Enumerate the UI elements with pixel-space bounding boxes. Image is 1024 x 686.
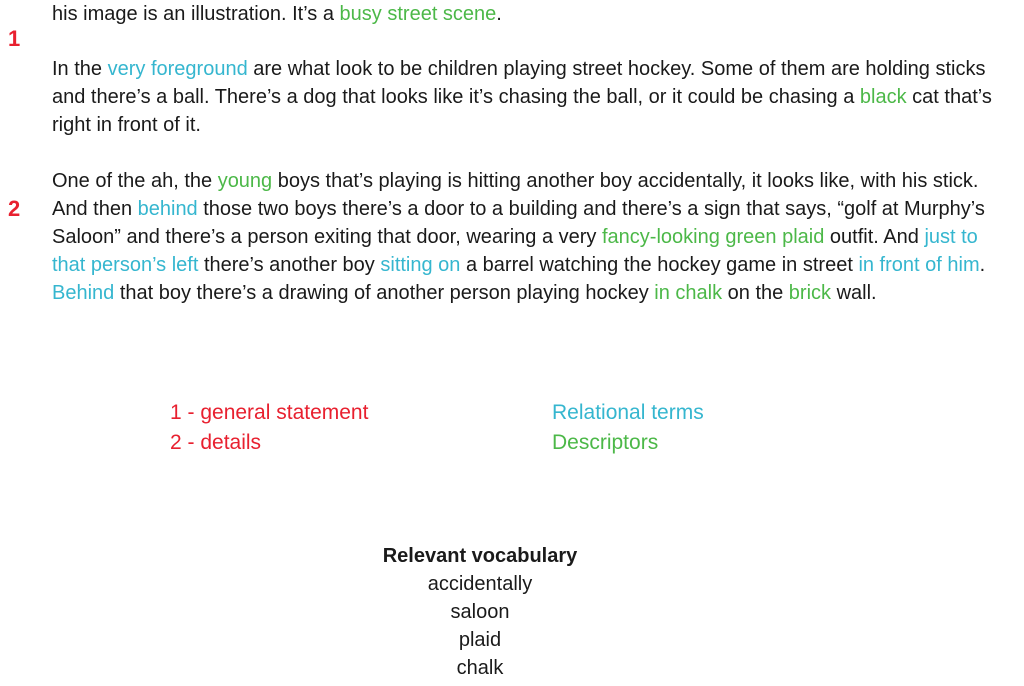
text-segment: wall. xyxy=(831,282,877,304)
marker-1: 1 xyxy=(8,26,21,51)
relational-term: Behind xyxy=(52,282,115,304)
legend-general-statement: 1 - general statement xyxy=(170,401,369,424)
legend-details: 2 - details xyxy=(170,431,262,454)
paragraph-intro xyxy=(52,0,1002,28)
descriptor-term: brick xyxy=(788,282,832,304)
legend-descriptors: Descriptors xyxy=(552,431,659,454)
text-segment: his image is an illustration. It’s a xyxy=(52,3,340,25)
relational-term: sitting on xyxy=(380,254,461,276)
text-segment: outfit. And xyxy=(824,226,925,248)
text-segment: that boy there’s a drawing of another person playing hockey xyxy=(114,282,655,304)
text-segment: there’s another boy xyxy=(198,254,381,276)
paragraph-details xyxy=(52,167,1002,307)
legend-color-key xyxy=(552,398,704,458)
text-segment: a barrel watching the hockey game in street xyxy=(460,254,859,276)
descriptor-term: busy street scene xyxy=(339,3,497,25)
legend-statements xyxy=(170,398,368,458)
descriptor-term: fancy-looking green plaid xyxy=(601,226,825,248)
paragraph-foreground xyxy=(52,55,1002,139)
text-segment: One of the ah, the xyxy=(52,170,218,192)
vocabulary-word: saloon xyxy=(450,601,510,623)
vocabulary-word: chalk xyxy=(456,657,504,679)
relational-term: very foreground xyxy=(107,58,248,80)
text-segment: are what look to be children playing street hockey. Some of them are holding sticks and there’s a ball. There’s a dog that looks like it’s chasing the ball, or it could be chasing a xyxy=(52,58,986,108)
text-segment: those two boys there’s a door to a building and there’s a sign that says, “golf at Murphy’s Saloon” and there’s a person exiting that door, wearing a very xyxy=(52,198,985,248)
relational-term: in front of him xyxy=(858,254,980,276)
marker-2: 2 xyxy=(8,196,21,221)
vocabulary-heading: Relevant vocabulary xyxy=(382,545,578,567)
relational-term: just to that person’s left xyxy=(52,226,978,276)
vocabulary-word: accidentally xyxy=(427,573,533,595)
text-segment: boys that’s playing is hitting another boy accidentally, it looks like, with his stick. And then xyxy=(52,170,979,220)
text-segment: on the xyxy=(722,282,789,304)
descriptor-term: young xyxy=(217,170,273,192)
relational-term: behind xyxy=(137,198,198,220)
text-segment: . xyxy=(496,3,502,25)
text-segment: cat that’s right in front of it. xyxy=(52,86,992,136)
descriptor-term: black xyxy=(859,86,907,108)
text-segment: . xyxy=(979,254,986,276)
text-segment: In the xyxy=(52,58,108,80)
legend-relational-terms: Relational terms xyxy=(552,401,704,424)
vocabulary-section xyxy=(330,542,630,682)
vocabulary-word: plaid xyxy=(458,629,502,651)
descriptor-term: in chalk xyxy=(654,282,723,304)
